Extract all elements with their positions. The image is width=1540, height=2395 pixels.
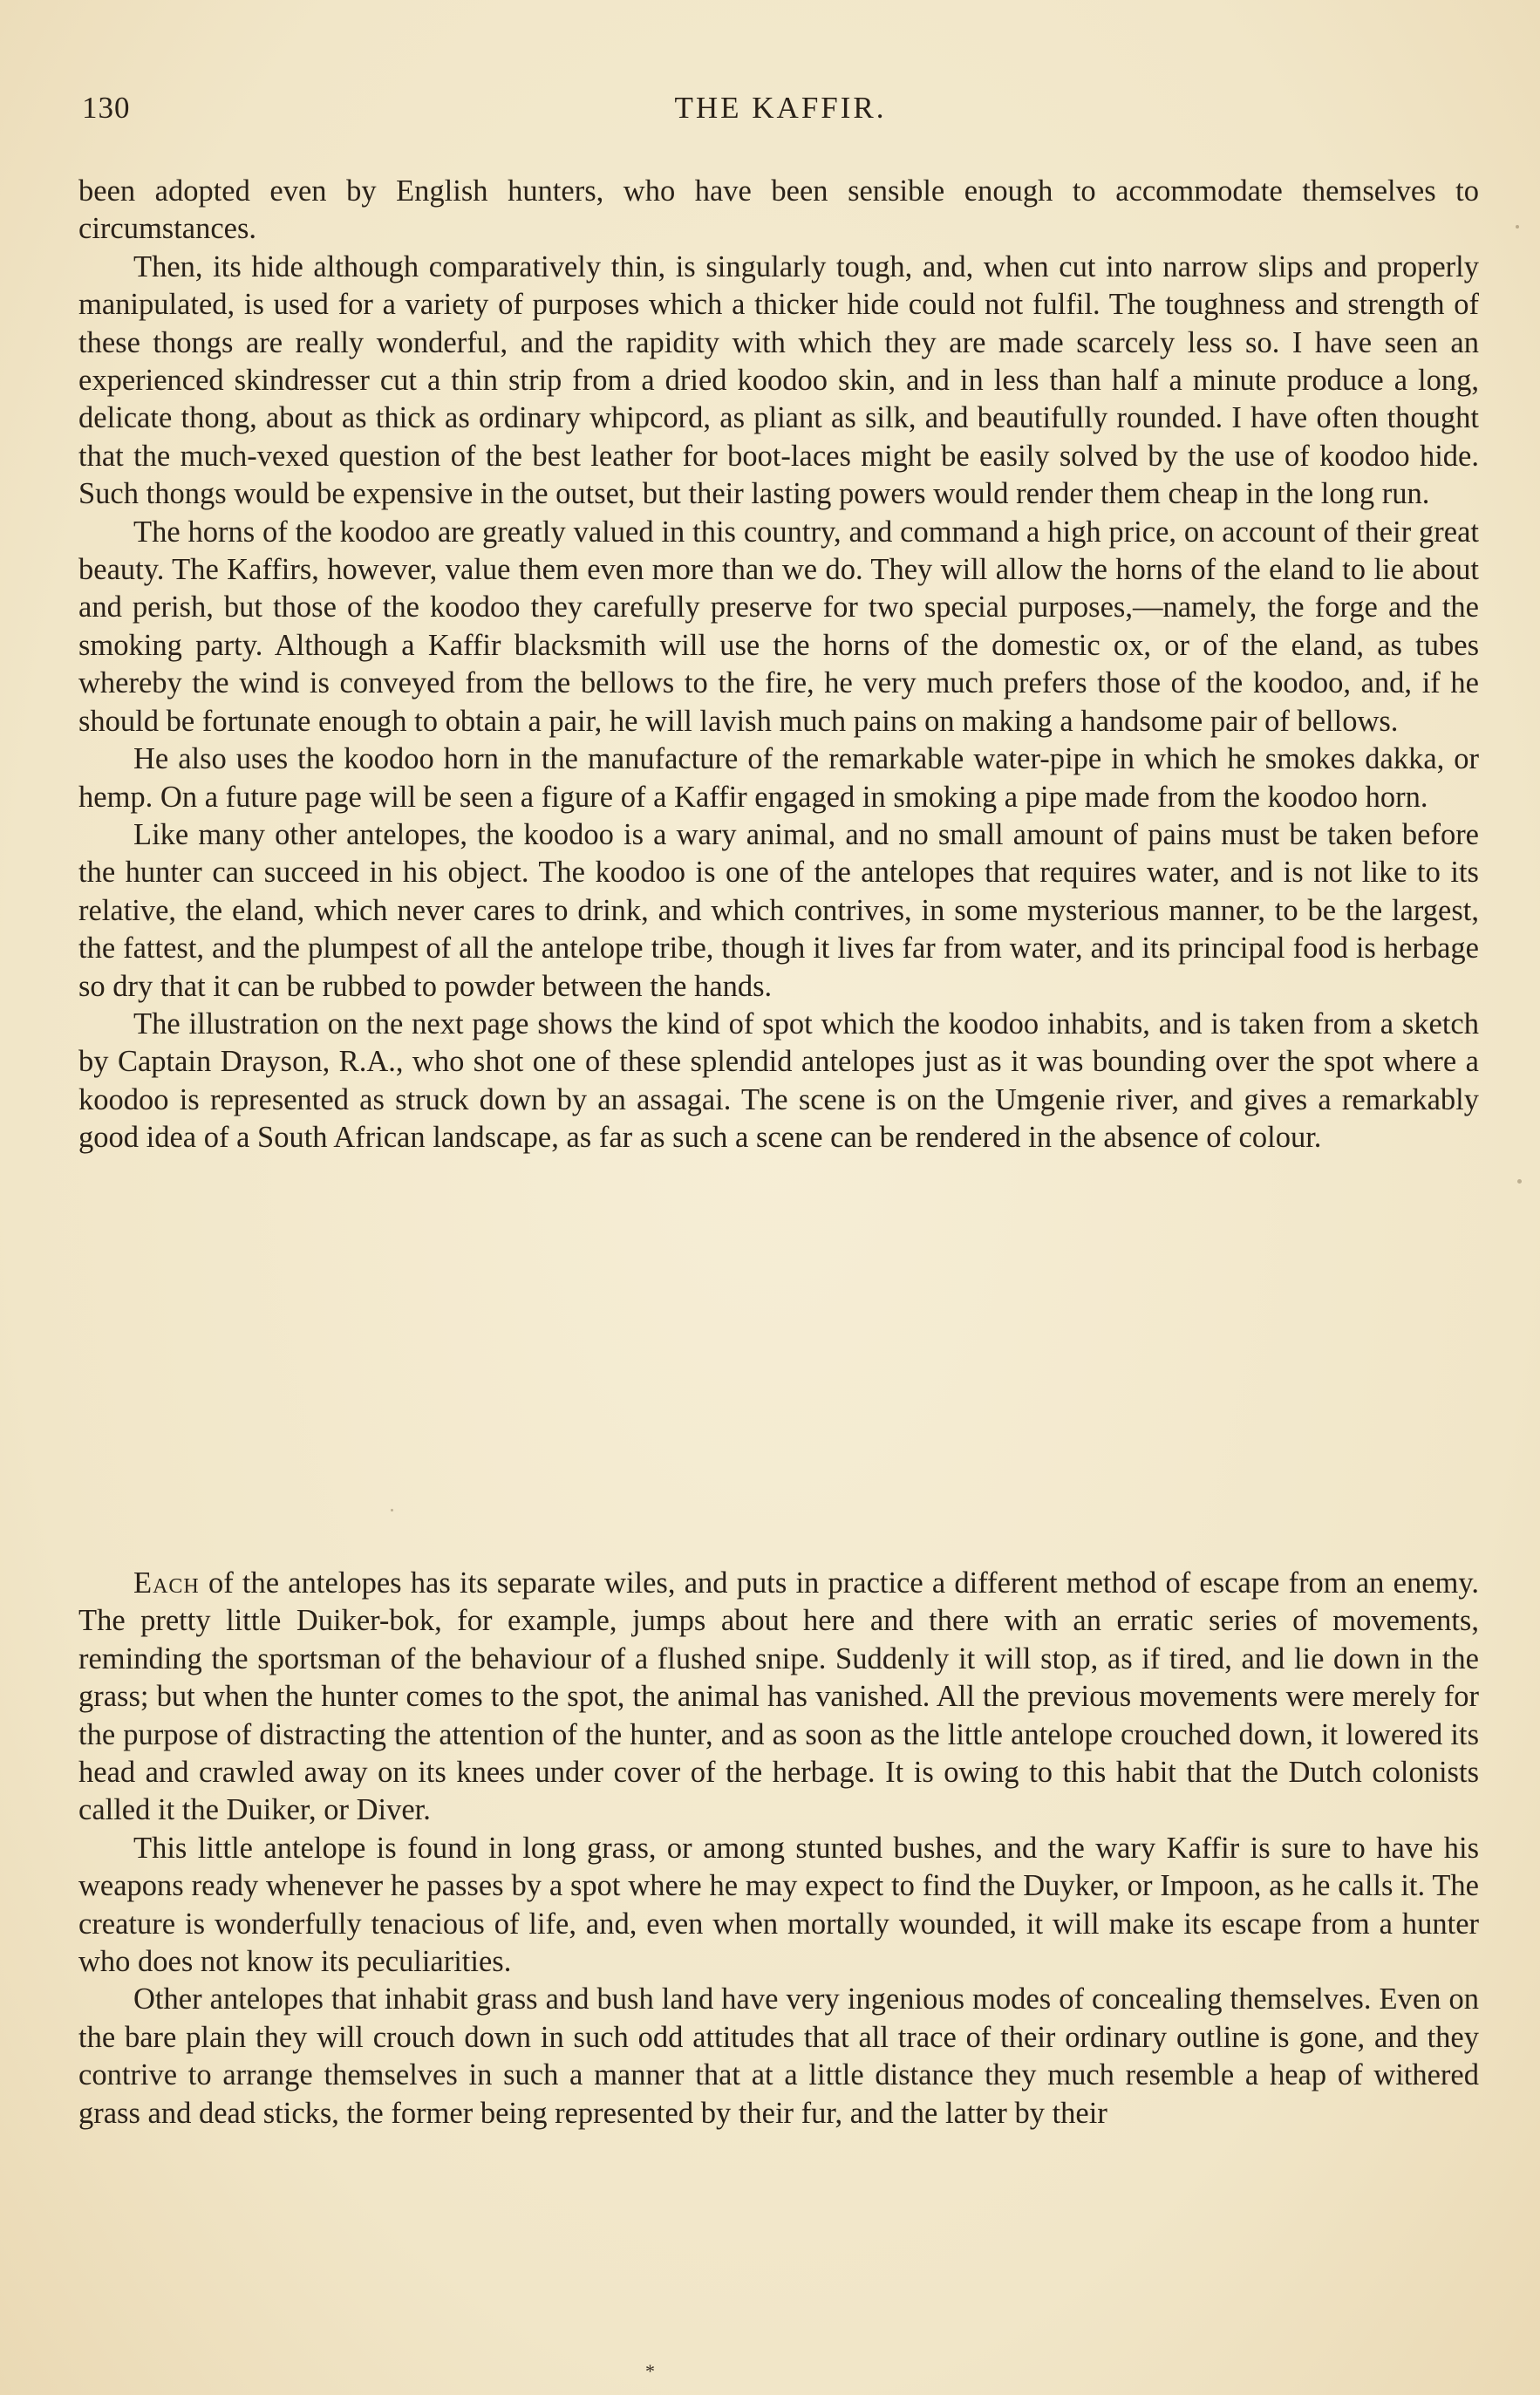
signature-mark: * [645, 2360, 655, 2382]
paragraph: Like many other antelopes, the koodoo is a wary animal, and no small amount of pains must be taken before the hunter can succeed in his object. The koodoo is one of the antelopes that requires water, and is not like to its relative, the eland, which never cares to drink, and which contrives, in some mysterious manner, to be the largest, the fattest, and the plumpest of all the antelope tribe, though it lives far from water, and its principal food is herbage so dry that it can be rubbed to powder between the hands. [78, 817, 1479, 1003]
lead-word: Each [133, 1566, 200, 1600]
paper-speck [391, 1509, 393, 1511]
paragraph [78, 1565, 1479, 1830]
body-text-section-two [78, 1565, 1479, 2132]
paper-speck [1517, 1179, 1522, 1184]
paper-speck [1516, 225, 1519, 229]
running-title: THE KAFFIR. [674, 91, 887, 125]
paragraph: The illustration on the next page shows the kind of spot which the koodoo inhabits, and is taken from a sketch by Captain Drayson, R.A., who shot one of these splendid antelopes just as it was bounding over the spot where a koodoo is represented as struck down by an assagai. The scene is on the Umgenie river, and gives a remarkably good idea of a South African landscape, as far as such a scene can be rendered in the absence of colour. [78, 1006, 1479, 1155]
paragraph: Then, its hide although comparatively thin, is singularly tough, and, when cut into narrow slips and properly manipulated, is used for a variety of purposes which a thicker hide could not fulfil. The toughness and strength of these thongs are really wonderful, and the rapidity with which they are made scarcely less so. I have seen an experienced skindresser cut a thin strip from a dried koodoo skin, and in less than half a minute produce a long, delicate thong, about as thick as ordinary whipcord, as pliant as silk, and beautifully rounded. I have often thought that the much-vexed question of the best leather for boot-laces might be easily solved by the use of koodoo hide. Such thongs would be expensive in the outset, but their lasting powers would render them cheap in the long run. [78, 249, 1479, 511]
paragraph: This little antelope is found in long grass, or among stunted bushes, and the wary Kaffir is sure to have his weapons ready whenever he passes by a spot where he may expect to find the Duyker, or Impoon, as he calls it. The creature is wonderfully tenacious of life, and, even when mortally wounded, it will make its escape from a hunter who does not know its peculiarities. [78, 1831, 1479, 1979]
paragraph: been adopted even by English hunters, who have been sensible enough to accommodate themselves to circumstances. [78, 174, 1479, 246]
paragraph: Other antelopes that inhabit grass and bush land have very ingenious modes of concealing themselves. Even on the bare plain they will crouch down in such odd attitudes that all trace of their ordinary outline is gone, and they contrive to arrange themselves in such a manner that at a little distance they much resemble a heap of withered grass and dead sticks, the former being represented by their fur, and the latter by their [78, 1982, 1479, 2130]
page-number: 130 [82, 91, 131, 125]
body-text-section-one [78, 173, 1479, 1157]
paragraph-continuation: of the antelopes has its separate wiles, and puts in practice a different method of escape from an enemy. The pretty little Duiker-bok, for example, jumps about here and there with an erratic series of movements, reminding the sportsman of the behaviour of a flushed snipe. Suddenly it will stop, as if tired, and lie down in the grass; but when the hunter comes to the spot, the animal has vanished. All the previous movements were merely for the purpose of distracting the attention of the hunter, and as soon as the little antelope crouched down, it lowered its head and crawled away on its knees under cover of the herbage. It is owing to this habit that the Dutch colonists called it the Duiker, or Diver. [78, 1566, 1479, 1827]
paragraph: He also uses the koodoo horn in the manufacture of the remarkable water-pipe in which he smokes dakka, or hemp. On a future page will be seen a figure of a Kaffir engaged in smoking a pipe made from the koodoo horn. [78, 742, 1479, 814]
paragraph: The horns of the koodoo are greatly valued in this country, and command a high price, on account of their great beauty. The Kaffirs, however, value them even more than we do. They will allow the horns of the eland to lie about and perish, but those of the koodoo they carefully preserve for two special purposes,—namely, the forge and the smoking party. Although a Kaffir blacksmith will use the horns of the domestic ox, or of the eland, as tubes whereby the wind is conveyed from the bellows to the fire, he very much prefers those of the koodoo, and, if he should be fortunate enough to obtain a pair, he will lavish much pains on making a handsome pair of bellows. [78, 515, 1479, 738]
page-header [82, 91, 1479, 134]
